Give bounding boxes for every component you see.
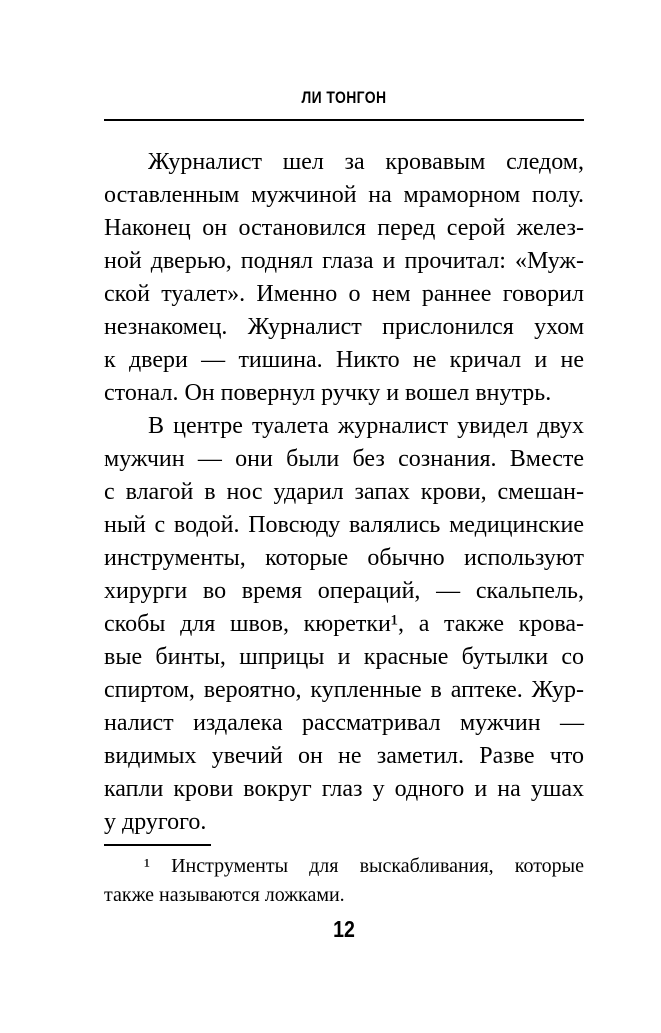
text-line: ной дверью, поднял глаза и прочитал: «Муж- (104, 248, 584, 274)
text-line: с влагой в нос ударил запах крови, смешан- (104, 479, 584, 505)
header-rule (104, 119, 584, 121)
body-text (104, 146, 584, 839)
text-line: Наконец он остановился перед серой желез- (104, 215, 584, 241)
text-line: спиртом, вероятно, купленные в аптеке. Жур- (104, 677, 584, 703)
footnote-rule (104, 844, 211, 846)
text-line: ный с водой. Повсюду валялись медицинские (104, 512, 584, 538)
text-line: видимых увечий он не заметил. Разве что (104, 743, 584, 769)
text-line: незнакомец. Журналист прислонился ухом (104, 314, 584, 340)
text-line: инструменты, которые обычно используют (104, 545, 584, 571)
text-line: мужчин — они были без сознания. Вместе (104, 446, 584, 472)
text-line: оставленным мужчиной на мраморном полу. (104, 182, 584, 208)
text-line: к двери — тишина. Никто не кричал и не (104, 347, 584, 373)
running-header: ЛИ ТОНГОН (301, 88, 387, 107)
text-line: налист издалека рассматривал мужчин — (104, 710, 584, 736)
text-line: также называются ложками. (104, 884, 345, 906)
text-line: ¹ Инструменты для выскабливания, которые (144, 855, 584, 877)
text-line: вые бинты, шприцы и красные бутылки со (104, 644, 584, 670)
footnote (104, 852, 584, 910)
paragraph (104, 410, 584, 839)
text-line: капли крови вокруг глаз у одного и на ушах (104, 776, 584, 802)
text-line: у другого. (104, 809, 207, 835)
text-line: стонал. Он повернул ручку и вошел внутрь. (104, 380, 552, 406)
text-line: В центре туалета журналист увидел двух (148, 413, 584, 439)
paragraph (104, 146, 584, 410)
text-line: Журналист шел за кровавым следом, (148, 149, 584, 175)
page-number: 12 (333, 916, 355, 942)
text-line: хирурги во время операций, — скальпель, (104, 578, 584, 604)
text-line: скобы для швов, кюретки¹, а также крова- (104, 611, 584, 637)
text-line: ской туалет». Именно о нем раннее говорил (104, 281, 584, 307)
